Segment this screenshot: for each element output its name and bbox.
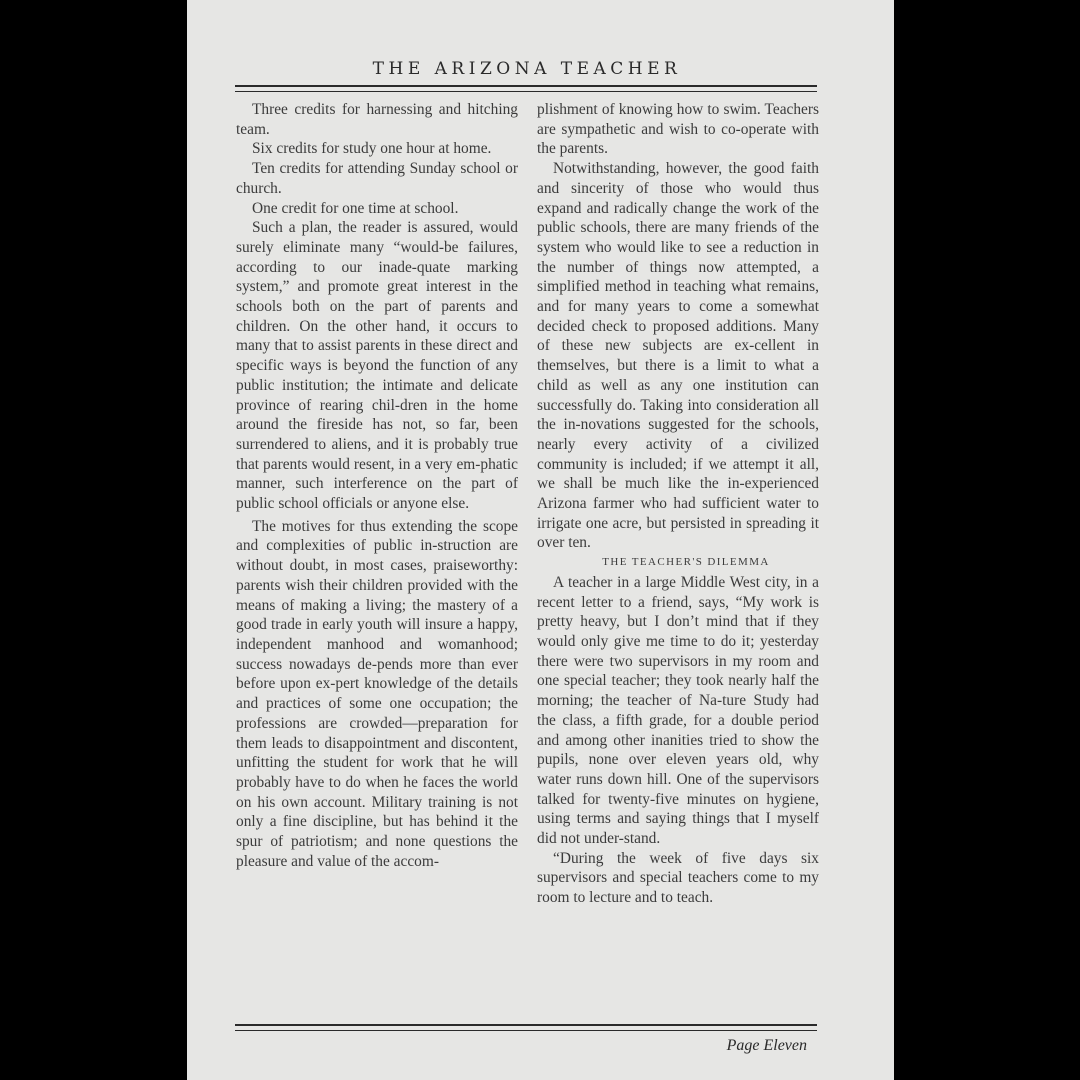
page-number: Page Eleven [726, 1037, 807, 1054]
footer-rule-thick [235, 1024, 817, 1026]
header-rule-thick [235, 85, 817, 87]
paragraph-continuation: plishment of knowing how to swim. Teachers are sympathetic and wish to co-operate with the parents. [537, 101, 819, 158]
header-rule-thin [235, 91, 817, 92]
magazine-page [187, 0, 894, 1080]
paragraph: “During the week of five days six supervisors and special teachers come to my room to lecture and to teach. [537, 849, 819, 907]
paragraph: Notwithstanding, however, the good faith and sincerity of those who would thus expand and radically change the work of the public schools, there are many friends of the system who would like to see a reduction in the number of things now attempted, a simplified method in teaching what remains, and for many years to come a somewhat decided check to proposed additions. Many of these new subjects are ex-cellent in themselves, but there is a limit to what a child as well as any one institution can successfully do. Taking into consideration all the in-novations suggested for the schools, nearly every activity of a civilized community is included; if we attempt it all, we shall be much like the in-experienced Arizona farmer who had sufficient water to irrigate one acre, but persisted in spreading it over ten. [537, 160, 819, 552]
left-column [236, 100, 518, 871]
right-column [537, 100, 819, 908]
paragraph: One credit for one time at school. [252, 199, 459, 217]
page-header-title: THE ARIZONA TEACHER [372, 59, 682, 79]
paragraph: Six credits for study one hour at home. [252, 140, 492, 158]
paragraph: A teacher in a large Middle West city, in a recent letter to a friend, says, “My work is pretty heavy, but I don’t mind that if they would only give me time to do it; yesterday there were two supervisors in my room and one special teacher; they took nearly half the morning; the teacher of Na-ture Study had the class, a fifth grade, for a double period and among other inanities tried to show the pupils, none over eleven years old, why water runs down hill. One of the supervisors talked for twenty-five minutes on hygiene, using terms and saying things that I myself did not under-stand. [537, 573, 819, 848]
paragraph: Three credits for harnessing and hitching team. [236, 101, 518, 138]
section-subheading: THE TEACHER'S DILEMMA [602, 556, 770, 569]
footer-rule-thin [235, 1030, 817, 1031]
paragraph: Ten credits for attending Sunday school or church. [236, 160, 518, 197]
paragraph: Such a plan, the reader is assured, would surely eliminate many “would-be failures, according to our inade-quate marking system,” and promote great interest in the schools both on the part of parents and children. On the other hand, it occurs to many that to assist parents in these direct and specific ways is beyond the function of any public institution; the intimate and delicate province of rearing chil-dren in the home around the fireside has not, so far, been surrendered to aliens, and it is probably true that parents would resent, in a very em-phatic manner, such interference on the part of public school officials or anyone else. [236, 219, 518, 513]
paragraph: The motives for thus extending the scope and complexities of public in-struction are without doubt, in most cases, praiseworthy: parents wish their children provided with the means of making a living; the mastery of a good trade in early youth will insure a happy, independent manhood and womanhood; success nowadays de-pends more than ever before upon ex-pert knowledge of the details and practices of some one occupation; the professions are crowded—preparation for them leads to disappointment and discontent, unfitting the student for work that he will probably have to do when he faces the world on his own account. Military training is not only a fine discipline, but has behind it the spur of patriotism; and none questions the pleasure and value of the accom- [236, 517, 518, 870]
